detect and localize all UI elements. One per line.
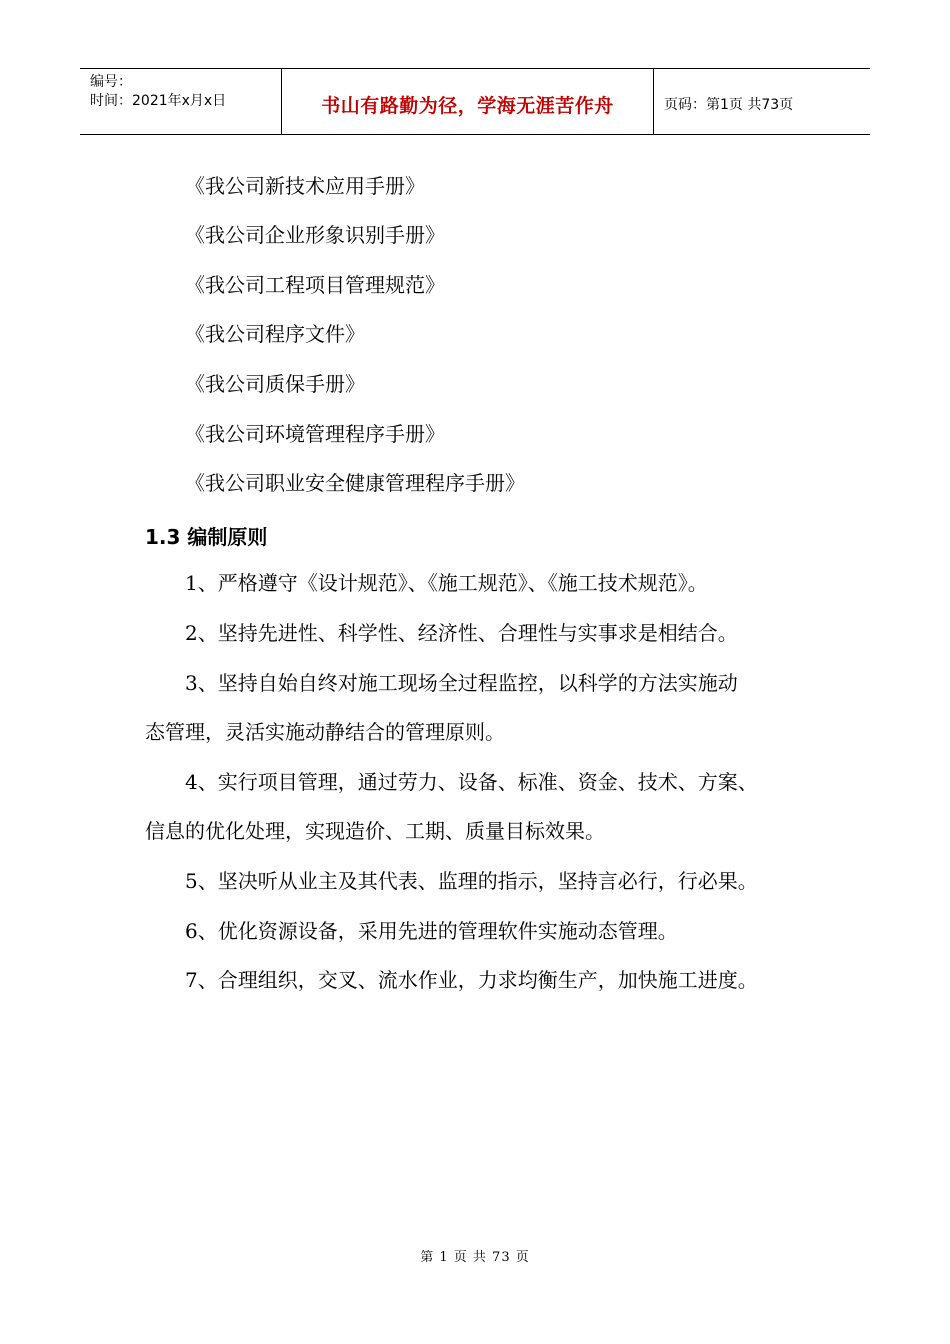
page-header — [80, 68, 870, 135]
document-number-label: 编号： — [90, 74, 132, 90]
header-page-info: 页码：第1页 共73页 — [664, 96, 794, 113]
reference-item: 《我公司质保手册》 — [185, 372, 365, 396]
header-motto: 书山有路勤为径，学海无涯苦作舟 — [321, 95, 614, 117]
page-footer: 第 1 页 共 73 页 — [420, 1250, 530, 1265]
principle-item: 7、合理组织，交叉、流水作业，力求均衡生产，加快施工进度。 — [185, 968, 758, 992]
reference-item: 《我公司企业形象识别手册》 — [185, 223, 445, 247]
principle-item: 2、坚持先进性、科学性、经济性、合理性与实事求是相结合。 — [185, 621, 738, 645]
reference-item: 《我公司工程项目管理规范》 — [185, 273, 445, 297]
principle-item: 5、坚决听从业主及其代表、监理的指示，坚持言必行，行必果。 — [185, 869, 758, 893]
principle-item: 1、严格遵守《设计规范》、《施工规范》、《施工技术规范》。 — [185, 571, 708, 595]
principle-item: 3、坚持自始自终对施工现场全过程监控，以科学的方法实施动 — [185, 671, 738, 695]
principle-item-continuation: 信息的优化处理，实现造价、工期、质量目标效果。 — [145, 819, 605, 843]
reference-item: 《我公司职业安全健康管理程序手册》 — [185, 471, 525, 495]
principle-item-continuation: 态管理，灵活实施动静结合的管理原则。 — [145, 720, 505, 744]
header-meta — [80, 69, 282, 134]
reference-item: 《我公司环境管理程序手册》 — [185, 422, 445, 446]
section-heading: 1.3 编制原则 — [145, 525, 268, 549]
reference-item: 《我公司新技术应用手册》 — [185, 174, 425, 198]
document-time-label: 时间：2021年x月x日 — [90, 93, 227, 109]
principle-item: 4、实行项目管理，通过劳力、设备、标准、资金、技术、方案、 — [185, 770, 758, 794]
principle-item: 6、优化资源设备，采用先进的管理软件实施动态管理。 — [185, 919, 678, 943]
header-motto-cell — [282, 69, 654, 134]
reference-item: 《我公司程序文件》 — [185, 322, 365, 346]
